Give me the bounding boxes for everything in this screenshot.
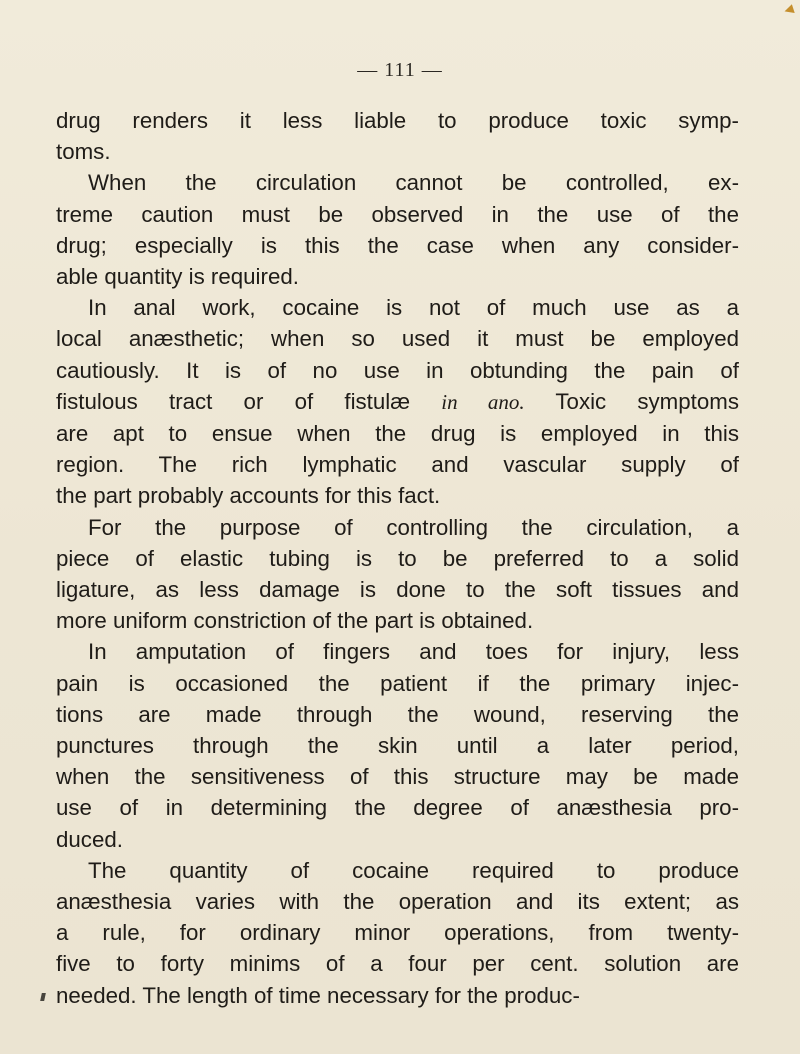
text-line: when the sensitiveness of this structure may be made <box>56 764 739 790</box>
text-line: the part probably accounts for this fact. <box>56 483 441 509</box>
text-line-with-italic <box>56 386 739 418</box>
page-number: — 111 — <box>357 59 443 81</box>
text-line: local anæsthetic; when so used it must be employed <box>56 326 739 352</box>
paragraph-first-line: In anal work, cocaine is not of much use as a <box>88 295 739 321</box>
text-line: region. The rich lymphatic and vascular supply of <box>56 452 739 478</box>
text-line: piece of elastic tubing is to be preferred to a solid <box>56 545 739 571</box>
corner-ink-mark: ◀ <box>782 1 796 18</box>
text-line: drug renders it less liable to produce toxic symp- <box>56 108 739 133</box>
text-line: anæsthesia varies with the operation and its extent; as <box>56 889 739 915</box>
text-line: more uniform constriction of the part is obtained. <box>56 608 534 634</box>
text-line: ligature, as less damage is done to the soft tissues and <box>56 577 739 603</box>
line-segment: Toxic symptoms <box>555 388 739 414</box>
text-line: duced. <box>56 826 123 852</box>
text-line: use of in determining the degree of anæsthesia pro- <box>56 795 739 821</box>
paragraph-first-line: The quantity of cocaine required to produce <box>88 857 739 883</box>
text-line: treme caution must be observed in the use of the <box>56 201 739 227</box>
paragraph-first-line: When the circulation cannot be controlled, ex- <box>88 170 739 196</box>
text-line: pain is occasioned the patient if the primary injec- <box>56 670 739 696</box>
paragraph-first-line: In amputation of fingers and toes for injury, less <box>88 639 739 665</box>
text-line: five to forty minims of a four per cent. solution are <box>56 951 739 977</box>
page-speck <box>40 993 46 1001</box>
text-line: punctures through the skin until a later period, <box>56 733 739 759</box>
italic-phrase: in ano. <box>441 389 525 414</box>
text-line: needed. The length of time necessary for the produc- <box>56 982 580 1008</box>
line-segment: fistulous tract or of fistulæ <box>56 388 411 414</box>
text-line: are apt to ensue when the drug is employed in this <box>56 421 739 447</box>
text-line: drug; especially is this the case when any consider- <box>56 232 739 258</box>
text-line: a rule, for ordinary minor operations, from twenty- <box>56 920 739 946</box>
text-line: able quantity is required. <box>56 264 299 290</box>
text-line: cautiously. It is of no use in obtunding the pain of <box>56 357 739 383</box>
paragraph-first-line: For the purpose of controlling the circulation, a <box>88 514 739 540</box>
text-line: toms. <box>56 139 111 165</box>
body-text <box>56 105 739 1011</box>
text-line: tions are made through the wound, reserving the <box>56 701 739 727</box>
